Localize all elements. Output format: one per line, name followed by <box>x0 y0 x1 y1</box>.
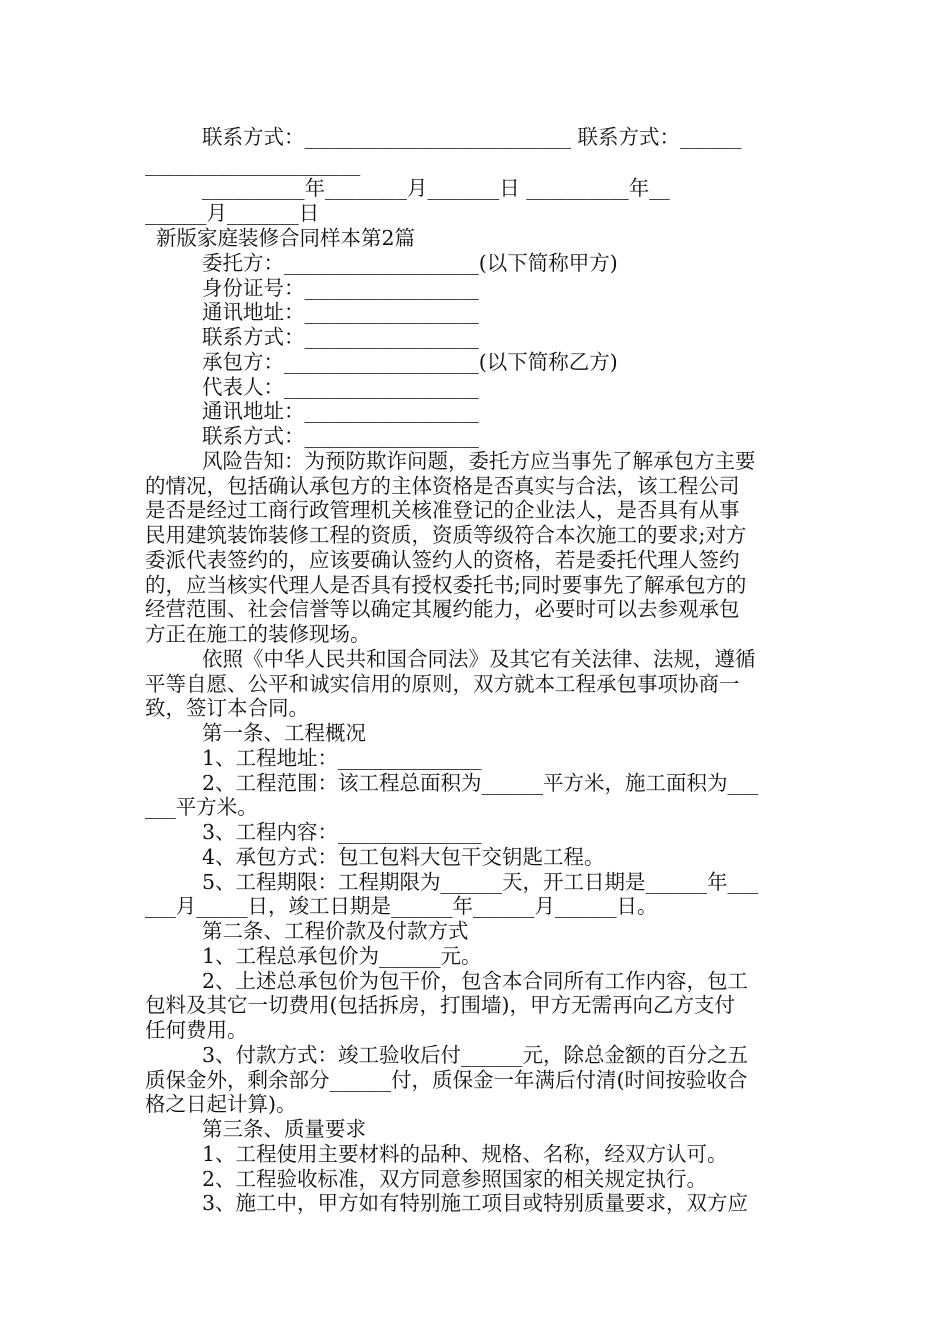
date-line: __________年________月_______日 __________年__ <box>202 176 670 200</box>
clause-line: 1、工程地址：______________ <box>202 746 482 770</box>
contractor-field: 承包方：___________________(以下简称乙方) <box>202 350 618 374</box>
clause-line: ___月_____日，竣工日期是______年______月______日。 <box>145 894 658 918</box>
address-field: 通讯地址：_________________ <box>202 300 479 324</box>
client-field: 委托方：___________________(以下简称甲方) <box>202 251 618 275</box>
risk-notice-line: 民用建筑装饰装修工程的资质，资质等级符合本次施工的要求;对方 <box>145 523 747 547</box>
risk-notice-line: 方正在施工的装修现场。 <box>145 622 371 646</box>
clause-line: 2、工程验收标准，双方同意参照国家的相关规定执行。 <box>202 1167 708 1191</box>
contractor-contact-field: 联系方式：_________________ <box>202 424 479 448</box>
risk-notice-line: 经营范围、社会信誉等以确定其履约能力，必要时可以去参观承包 <box>145 597 740 621</box>
contractor-address-field: 通讯地址：_________________ <box>202 399 479 423</box>
article-heading: 第一条、工程概况 <box>202 721 366 745</box>
id-number-field: 身份证号：_________________ <box>202 276 479 300</box>
clause-line: 3、付款方式：竣工验收后付______元，除总金额的百分之五 <box>202 1043 749 1067</box>
clause-line: 4、承包方式：包工包料大包干交钥匙工程。 <box>202 845 605 869</box>
clause-line: 1、工程总承包价为______元。 <box>202 944 482 968</box>
clause-line: 包料及其它一切费用(包括拆房，打围墙)，甲方无需再向乙方支付 <box>145 993 735 1017</box>
preamble-line: 平等自愿、公平和诚实信用的原则，双方就本工程承包事项协商一 <box>145 672 740 696</box>
representative-field: 代表人：___________________ <box>202 375 479 399</box>
clause-line: 1、工程使用主要材料的品种、规格、名称，经双方认可。 <box>202 1142 728 1166</box>
clause-line: 格之日起计算)。 <box>145 1092 297 1116</box>
clause-line: 质保金外，剩余部分______付，质保金一年满后付清(时间按验收合 <box>145 1068 748 1092</box>
clause-line: 3、施工中，甲方如有特别施工项目或特别质量要求，双方应 <box>202 1191 749 1215</box>
clause-line: ___平方米。 <box>145 795 258 819</box>
contact-line-signature: 联系方式：__________________________ 联系方式：______ <box>202 125 742 149</box>
clause-line: 5、工程期限：工程期限为______天，开工日期是______年___ <box>202 870 759 894</box>
article-heading: 第三条、质量要求 <box>202 1117 366 1141</box>
clause-line: 任何费用。 <box>145 1018 248 1042</box>
date-line-continued: ______月_______日 <box>145 201 320 225</box>
section-title: 新版家庭装修合同样本第2篇 <box>156 226 416 250</box>
risk-notice-line: 风险告知：为预防欺诈问题，委托方应当事先了解承包方主要 <box>202 449 756 473</box>
contact-line-continued: _____________________ <box>145 152 361 176</box>
risk-notice-line: 是否是经过工商行政管理机关核准登记的企业法人，是否具有从事 <box>145 498 740 522</box>
article-heading: 第二条、工程价款及付款方式 <box>202 919 469 943</box>
risk-notice-line: 的情况，包括确认承包方的主体资格是否真实与合法，该工程公司 <box>145 474 740 498</box>
preamble-line: 致，签订本合同。 <box>145 696 309 720</box>
risk-notice-line: 委派代表签约的，应该要确认签约人的资格，若是委托代理人签约 <box>145 548 740 572</box>
clause-line: 2、工程范围：该工程总面积为______平方米，施工面积为___ <box>202 771 759 795</box>
risk-notice-line: 的，应当核实代理人是否具有授权委托书;同时要事先了解承包方的 <box>145 573 747 597</box>
clause-line: 2、上述总承包价为包干价，包含本合同所有工作内容，包工 <box>202 969 749 993</box>
clause-line: 3、工程内容：______________ <box>202 820 482 844</box>
preamble-line: 依照《中华人民共和国合同法》及其它有关法律、法规，遵循 <box>202 647 756 671</box>
contact-field: 联系方式：_________________ <box>202 325 479 349</box>
